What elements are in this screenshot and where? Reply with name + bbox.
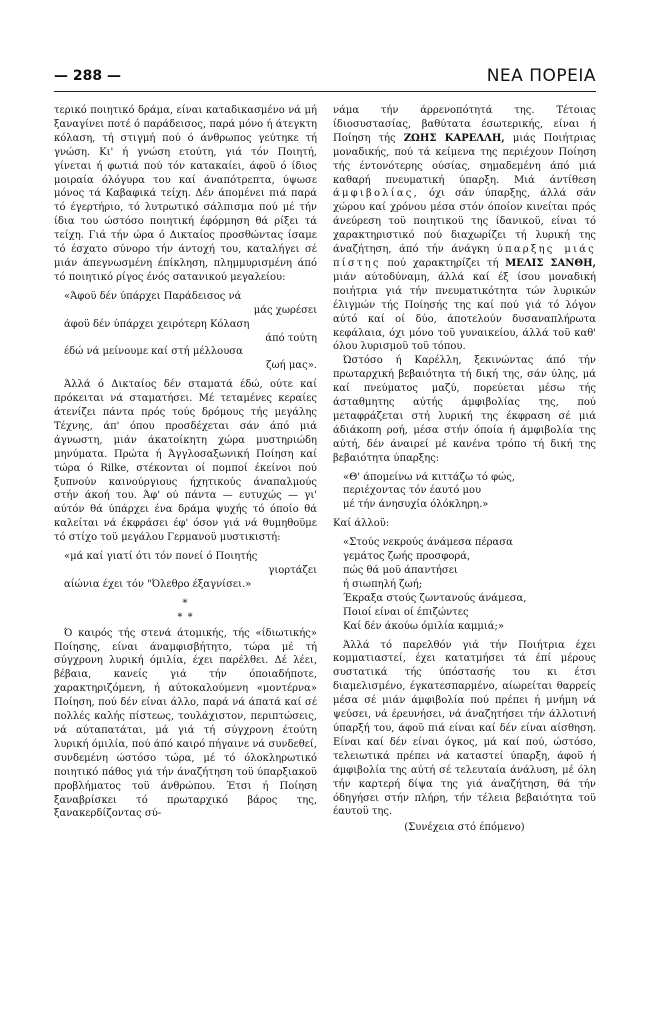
paragraph: τερικό ποιητικό δράμα, είναι καταδικασμένο νά μή ξαναγίνει ποτέ ό παράδεισος, παρά μόνο ή άτεγκτη κόλαση, τή στιγμή πού ό άνθρωπος γεύτηκε τή γνώση. Κι' ή γνώση ετούτη, γιά τόν Ποιητή, γίνεται ή φωτιά πού τόν κατακαίει, άφοϋ ό ίδιος μοιραία όλόγυρα του καί άναπότρεπτα, ύψωσε μόνος τά Καβαφικά τείχη. Δέν άπομένει πιά παρά τό έγερτήριο, τό λυτρωτικό σάλπισμα πού μέ τήν ίδια του ώστόσο ποιητική έφόρμηση θά ρίξει τά τείχη. Γιά τήν ώρα ό Δικταίος προσθώντας ίσαμε τό έσχατο σύνορο τήν άντοχή του, καταλήγει σέ μιάν άπεγνωσμένη έπίκληση, πλημμυρισμένη άπό τό ποιητικό ρίγος ένός σατανικού μεγαλείου: (54, 105, 317, 283)
verse-line: ζωή μας». (266, 360, 317, 372)
verse-line: μάς χωρέσει (253, 304, 317, 316)
verse-line: περιέχοντας τόν έαυτό μου (343, 485, 482, 497)
text-columns (54, 104, 596, 964)
poet-name: ΜΕΛΙΣ ΣΑΝΘΗ, (505, 257, 596, 269)
verse-line: Ποιοί είναι οί έπιζώντες (343, 606, 469, 618)
verse-line: «Στούς νεκρούς άνάμεσα πέρασα (343, 537, 513, 549)
journal-title: ΝΕΑ ΠΟΡΕΙΑ (486, 66, 596, 86)
verse-line: άφοϋ δέν ύπάρχει χειρότερη Κόλαση (64, 318, 250, 330)
text-run: μιάν αύτοδύναμη, άλλά καί έξ ίσου μοναδική ποιήτρια γιά τήν πνευματικότητα τών λυρικών έλιγμών τής Ποίησής της καί πού γιά τό λόγον αύτό καί οί δύο, άποτελούν δυσαναπλήρωτα κεφάλαια, όχι μόνο τοϋ γυναικείου, άλλά τοϋ καθ' όλου λυρισμοϋ τοϋ τόπου. (333, 271, 596, 353)
right-column (333, 104, 596, 964)
emphasis: ύπαρξης μιάς πίστης (333, 244, 596, 269)
verse-line: Έκραξα στούς ζωντανούς άνάμεσα, (343, 592, 527, 604)
verse-line: «Θ' άπομείνω νά κιττάζω τό φώς, (343, 471, 516, 483)
paragraph (333, 104, 596, 354)
verse-line: πώς θά μοϋ άπαντήσει (343, 565, 458, 576)
paragraph: Ώστόσο ή Καρέλλη, ξεκινώντας άπό τήν πρωταρχική βεβαιότητα τή δική της, σάν ύλης, μά καί πνεύματος μαζύ, πορεύεται μέσω τής άσταθμητης αύτής άμφιβολίας της, πού μεταφράζεται στή λυρική της έκφραση σέ μιά άδιάκοπη ροή, μέσα στήν όποία ή άμφιβολία της αύτή, δέν άναιρεί μέ κανένα τρόπο τή δική της βεβαιότητα ύπαρξης: (333, 355, 596, 464)
section-divider-asterisks: * * * (177, 597, 194, 623)
verse-quote (64, 550, 317, 592)
verse-quote (64, 290, 317, 373)
left-column (54, 104, 317, 964)
paragraph: Άλλά ό Δικταίος δέν σταματά έδώ, ούτε καί πρόκειται νά σταματήσει. Μέ τεταμένες κεραίες άτενίζει πάντα πρός τούς δρόμους τής μεγάλης Τέχνης, άπ' όπου προσδέχεται σάν άπό μιά άγνωστη, μιάν άκατοίκητη χώρα μυστηριώδη μηνύματα. Πρώτα ή Άγγλοσαξωνική Ποίηση καί τώρα ό Rilke, στέκονται οί πομποί έκείνοι πού ξυπνούν καινούργιους ήχητικούς άναπαλμούς στήν άκοή του. Άφ' ού πάντα — ευτυχώς — γι' αύτόν θά ύπάρχει ένα δράμα ψυχής τό όποίο θά καλείται νά έκφράσει έφ' όσον γιά νά θυμηθοϋμε τό στίχο τοϋ μεγάλου Γερμανοϋ μυστικιστή: (54, 379, 317, 544)
verse-line: αίώνια έχει τόν "Όλεθρο έξαγνίσει.» (64, 578, 252, 590)
emphasis: άμφιβολίας, (333, 188, 419, 200)
verse-line: γεμάτος ζωής προσφορά, (343, 551, 471, 563)
paragraph: Άλλά τό παρελθόν γιά τήν Ποιήτρια έχει κομματιαστεί, έχει κατατμήσει τά έπί μέρους συστατικά τής ύπόστασής του κι έτσι διαμελισμένο, έγκατεσπαρμένο, αίωρείται θαρρείς μέσα σέ μιάν άμφιβολία πού πρέπει ή μνήμη νά ψεύσει, νά έρευνήσει, νά άναζητήσει τήν άλλοτινή ύπαρξή του, άφοϋ πιά είναι καί δέν είναι αίσθηση. Είναι καί δέν είναι όγκος, μά καί πού, ώστόσο, τελειωτικά πρέπει νά καταστεί ύπαρξη, άφοϋ ή άμφιβολία της αύτή σέ τελευταία άνάλυση, μέ όλη τήν καρτερή δίψα της γιά άναζήτηση, θά τήν όδηγήσει στήν πλήρη, τήν τέλεια βεβαιότητα τοϋ έαυτοϋ της. (333, 639, 596, 818)
header-rule (54, 91, 596, 92)
verse-line: γιορτάζει (268, 565, 317, 576)
text-run: όχι σάν ύπαρξης, άλλά σάν χώρου καί χρόνου μέσα στόν όποίον κινείται πρός άνεύρεση τοϋ ποιητικοϋ της ίδανικοϋ, είναι τό χαρακτηριστικό πού διαχωρίζει τή λυρική της άναζήτηση, άπό τήν άνάγκη (333, 188, 596, 256)
verse-line: «Άφοϋ δέν ύπάρχει Παράδεισος νά (64, 290, 242, 302)
poet-name: ΖΩΗΣ ΚΑΡΕΛΛΗ, (403, 132, 505, 144)
verse-quote (343, 536, 596, 633)
page-number: — 288 — (54, 68, 121, 84)
text-run: πού χαρακτηρίζει τή (380, 257, 506, 269)
text-run: νάμα τήν άρρενοπότητά της. Τέτοιας ίδιοσυστασίας, βαθύτατα έσωτερικής, είναι ή Ποίηση τής (333, 105, 596, 144)
paragraph: Ό καιρός τής στενά άτομικής, τής «ίδιωτικής» Ποίησης, είναι άναμφισβήτητο, τώρα μέ τή σύγχρονη λυρική όμιλία, έχει παρέλθει. Δέ λέει, βέβαια, κανείς γιά τήν όποιαδήποτε, χαρακτηριζόμενη, ή αύτοκαλούμενη «μοντέρνα» Ποίηση, πού δέν είναι άλλο, παρά νά άπατά καί σέ πολλές καλής πίστεως, τουλάχιστον, περιπτώσεις, νά αύταπατάται, μά γιά τή σύγχρονη έτούτη λυρική όμιλία, πού άπό καιρό πήγαινε νά συνδεθεί, συνδεμένη ώστόσο τώρα, μέ τό όλοκληρωτικό ποιητικό πάθος γιά τήν άναζήτηση τοϋ ύπαρξιακοϋ προβλήματος τοϋ άνθρώπου. Έτσι ή Ποίηση ξαναβρίσκει τό πρωταρχικό βάρος της, ξανακερδίζοντας σύ- (54, 627, 317, 820)
page-header (54, 62, 596, 88)
verse-line: «μά καί γιατί ότι τόν πονεί ό Ποιητής (64, 551, 258, 563)
paragraph: Καί άλλοϋ: (333, 518, 390, 530)
verse-line: μέ τήν άνησυχία όλόκληρη.» (343, 499, 489, 511)
verse-line: Καί δέν άκούω όμιλία καμμιά;» (343, 620, 505, 632)
continued-note: (Συνέχεια στό έπόμενο) (404, 822, 525, 834)
verse-line: άπό τούτη (265, 332, 317, 344)
verse-line: ή σιωπηλή ζωή; (343, 578, 423, 590)
verse-line: έδώ νά μείνουμε καί στή μέλλουσα (64, 346, 243, 358)
text-run: μιάς Ποιήτριας μοναδικής, πού τά κείμενα της περιέχουν Ποίηση τής έντονότερης ούσίας, σημαδεμένη άπό μιά καθαρή πνευματική ύπαρξη. Μιά άντίθεση (333, 132, 596, 186)
verse-quote (343, 471, 596, 513)
